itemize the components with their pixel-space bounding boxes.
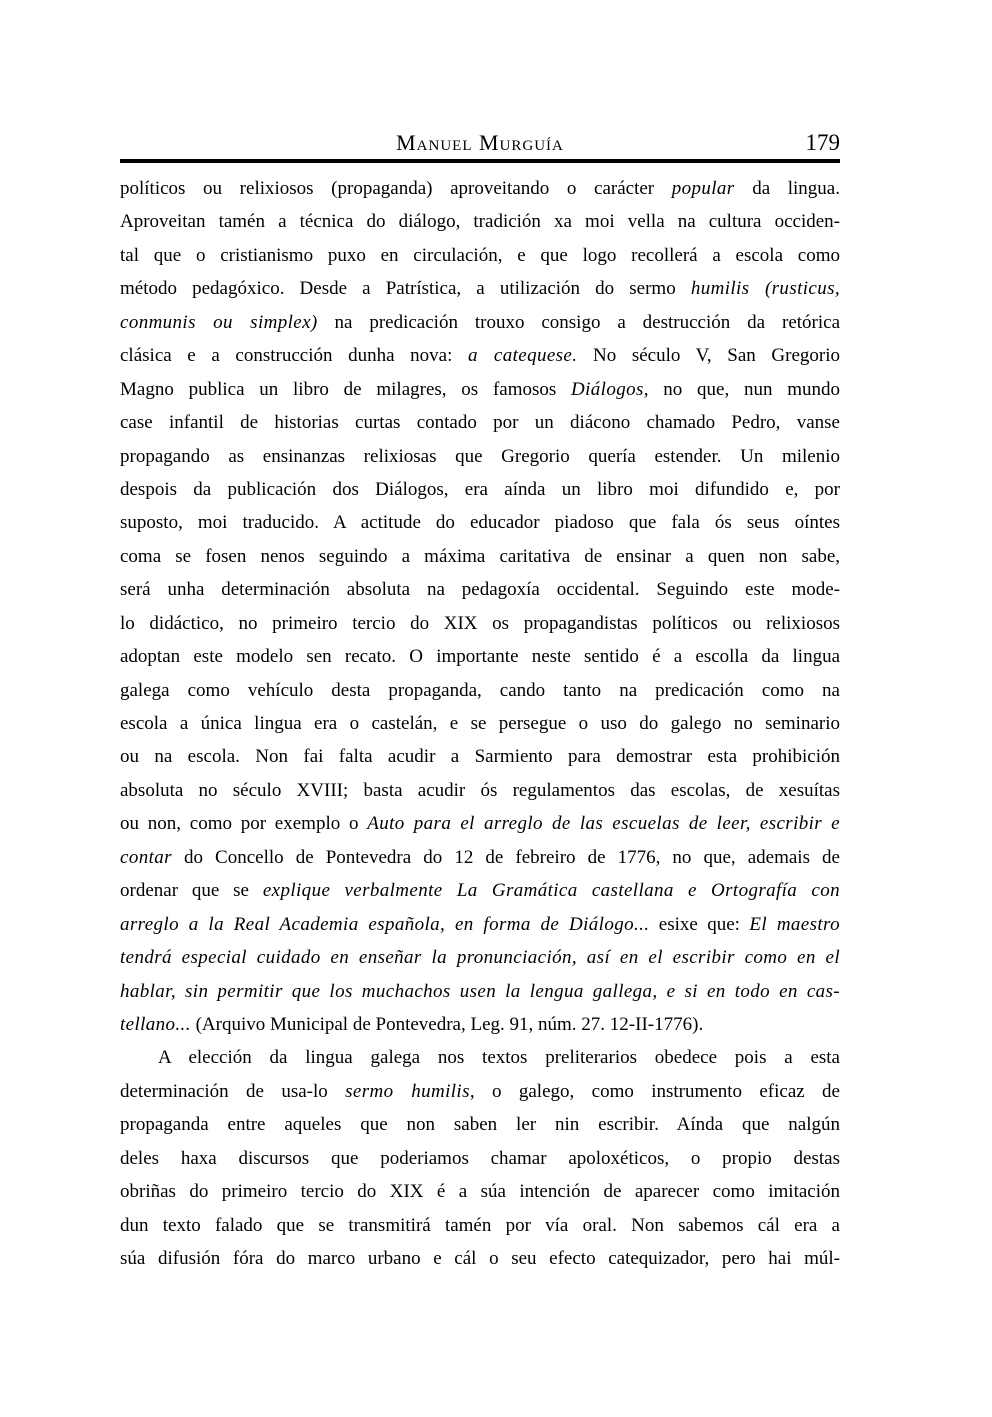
text-line	[120, 874, 840, 907]
italic-text-run: tendrá especial cuidado en enseñar la pronunciación, así en el escribir como en el	[120, 947, 840, 969]
text-line	[120, 339, 840, 372]
text-line	[120, 807, 840, 840]
text-run: obriñas do primeiro tercio do XIX é a súa intención de aparecer como imitación	[120, 1181, 840, 1203]
text-line	[120, 573, 840, 606]
text-line	[120, 707, 840, 740]
text-line	[120, 1242, 840, 1275]
text-line	[120, 740, 840, 773]
italic-text-run: popular	[671, 178, 735, 199]
text-run: esixe que:	[649, 913, 750, 935]
text-run: dun texto falado que se transmitirá tamén por vía oral. Non sabemos cál era a	[120, 1214, 840, 1236]
text-run: A elección da lingua galega nos textos preliterarios obedece pois a esta	[158, 1047, 840, 1069]
text-run: ou non, como por exemplo o	[120, 813, 368, 835]
text-run: , no que, nun mundo	[643, 378, 840, 400]
text-run: No século V, San Gregorio	[577, 345, 840, 367]
page-header	[120, 129, 840, 157]
text-run: escola a única lingua era o castelán, e se persegue o uso do galego no seminario	[120, 713, 840, 734]
text-run: despois da publicación dos Diálogos, era aínda un libro moi difundido e, por	[120, 478, 840, 500]
italic-text-run: Auto para el arreglo de las escuelas de leer, escribir e	[367, 813, 840, 835]
text-line	[120, 674, 840, 707]
text-run: deles haxa discursos que poderiamos chamar apoloxéticos, o propio destas	[120, 1147, 840, 1169]
text-run: determinación de usa-lo	[120, 1080, 346, 1102]
text-run: galega como vehículo desta propaganda, cando tanto na predicación como na	[120, 679, 840, 701]
text-run: , o galego, como instrumento eficaz de	[469, 1080, 840, 1102]
text-line	[120, 373, 840, 406]
text-line	[120, 941, 840, 974]
italic-text-run: hablar, sin permitir que los muchachos usen la lengua gallega, e si en todo en cas-	[120, 980, 840, 1002]
page-body	[120, 172, 840, 1275]
text-line	[120, 607, 840, 640]
text-run: Aproveitan tamén a técnica do diálogo, tradición xa moi vella na cultura occiden-	[120, 211, 840, 233]
italic-text-run: tellano...	[120, 1013, 191, 1035]
text-run: na predicación trouxo consigo a destrucción da retórica	[317, 311, 840, 333]
text-line	[120, 774, 840, 807]
text-line	[120, 975, 840, 1008]
text-line	[120, 540, 840, 573]
text-line	[120, 506, 840, 539]
text-line	[120, 1041, 840, 1074]
text-run: método pedagóxico. Desde a Patrística, a utilización do sermo	[120, 278, 691, 300]
text-line	[120, 440, 840, 473]
text-line	[120, 841, 840, 874]
italic-text-run: sermo humilis	[345, 1080, 470, 1102]
page-number: 179	[805, 130, 840, 155]
text-run: coma se fosen nenos seguindo a máxima caritativa de ensinar a quen non sabe,	[120, 545, 840, 567]
text-line	[120, 1142, 840, 1175]
italic-text-run: explique verbalmente La Gramática castellana e Ortografía con	[262, 880, 840, 902]
text-line	[120, 1209, 840, 1242]
text-run: será unha determinación absoluta na pedagoxía occidental. Seguindo este mode-	[120, 579, 840, 601]
text-run: (Arquivo Municipal de Pontevedra, Leg. 91, núm. 27. 12-II-1776).	[190, 1013, 704, 1035]
running-head-title: Manuel Murguía	[396, 130, 564, 155]
text-run: absoluta no século XVIII; basta acudir ós regulamentos das escolas, de xesuítas	[120, 779, 840, 801]
text-run: tal que o cristianismo puxo en circulación, e que logo recollerá a escola como	[120, 244, 840, 266]
text-line	[120, 908, 840, 941]
italic-text-run: contar	[120, 846, 172, 868]
text-line	[120, 172, 840, 205]
italic-text-run: a catequese.	[468, 345, 578, 367]
text-line	[120, 1108, 840, 1141]
text-run: propaganda entre aqueles que non saben ler nin escribir. Aínda que nalgún	[120, 1114, 840, 1136]
text-line	[120, 1175, 840, 1208]
text-line	[120, 473, 840, 506]
text-run: do Concello de Pontevedra do 12 de febreiro de 1776, no que, ademais de	[171, 846, 840, 868]
text-run: case infantil de historias curtas contado por un diácono chamado Pedro, vanse	[120, 412, 840, 434]
text-run: da lingua.	[734, 178, 840, 199]
text-run: suposto, moi traducido. A actitude do educador piadoso que fala ós seus oíntes	[120, 512, 840, 534]
text-run: clásica e a construcción dunha nova:	[120, 345, 469, 367]
text-line	[120, 239, 840, 272]
text-run: ou na escola. Non fai falta acudir a Sarmiento para demostrar esta prohibición	[120, 746, 840, 768]
italic-text-run: arreglo a la Real Academia española, en forma de Diálogo...	[120, 913, 650, 935]
text-run: lo didáctico, no primeiro tercio do XIX os propagandistas políticos ou relixiosos	[120, 612, 840, 634]
italic-text-run: humilis (rusticus,	[690, 278, 840, 300]
text-line	[120, 205, 840, 238]
text-line	[120, 306, 840, 339]
text-run: ordenar que se	[120, 880, 263, 902]
text-run: políticos ou relixiosos (propaganda) aproveitando o carácter	[120, 178, 672, 199]
header-rule	[120, 159, 840, 163]
text-run: Magno publica un libro de milagres, os famosos	[120, 378, 572, 400]
text-line	[120, 272, 840, 305]
italic-text-run: Diálogos	[571, 378, 644, 400]
italic-text-run: conmunis ou simplex)	[120, 311, 318, 333]
text-line	[120, 1075, 840, 1108]
text-run: súa difusión fóra do marco urbano e cál o seu efecto catequizador, pero hai múl-	[120, 1248, 840, 1269]
text-line	[120, 406, 840, 439]
text-run: adoptan este modelo sen recato. O importante neste sentido é a escolla da lingua	[120, 646, 840, 668]
text-line	[120, 640, 840, 673]
text-run: propagando as ensinanzas relixiosas que Gregorio quería estender. Un milenio	[120, 445, 840, 467]
italic-text-run: El maestro	[749, 913, 840, 935]
text-line	[120, 1008, 840, 1041]
